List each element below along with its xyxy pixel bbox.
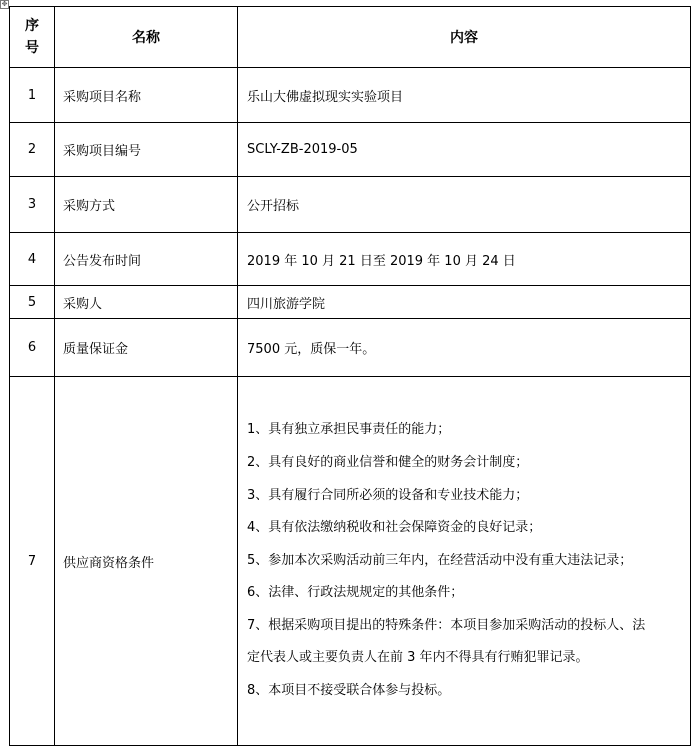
row-number: 1 (10, 68, 55, 123)
row-name: 采购项目编号 (55, 123, 238, 177)
row-name: 采购项目名称 (55, 68, 238, 123)
row-name: 公告发布时间 (55, 233, 238, 286)
procurement-info-table (9, 6, 691, 746)
requirements-cell (238, 377, 691, 746)
row-content: 四川旅游学院 (238, 286, 691, 319)
table-header-row (10, 7, 691, 68)
row-name: 采购方式 (55, 177, 238, 233)
row-number: 2 (10, 123, 55, 177)
table-row-requirements (10, 377, 691, 746)
requirement-item: 8、本项目不接受联合体参与投标。 (247, 683, 451, 699)
row-content: 公开招标 (238, 177, 691, 233)
table-row (10, 319, 691, 377)
row-number: 6 (10, 319, 55, 377)
table-move-handle-icon[interactable]: ✥ (1, 0, 8, 8)
row-content: SCLY-ZB-2019-05 (238, 123, 691, 177)
requirement-item: 6、法律、行政法规规定的其他条件； (247, 585, 464, 601)
requirement-item: 3、具有履行合同所必须的设备和专业技术能力； (247, 487, 529, 503)
header-serial-number: 序 号 (10, 7, 55, 68)
row-number: 3 (10, 177, 55, 233)
row-number: 5 (10, 286, 55, 319)
header-name: 名称 (55, 7, 238, 68)
table-row (10, 233, 691, 286)
row-name: 供应商资格条件 (55, 377, 238, 746)
table-row (10, 123, 691, 177)
requirement-item: 定代表人或主要负责人在前 3 年内不得具有行贿犯罪记录。 (247, 650, 589, 666)
row-content: 7500 元，质保一年。 (238, 319, 691, 377)
requirement-item: 4、具有依法缴纳税收和社会保障资金的良好记录； (247, 520, 542, 536)
row-content: 2019 年 10 月 21 日至 2019 年 10 月 24 日 (238, 233, 691, 286)
requirement-item: 7、根据采购项目提出的特殊条件：本项目参加采购活动的投标人、法 (247, 617, 646, 633)
row-name: 采购人 (55, 286, 238, 319)
header-content: 内容 (238, 7, 691, 68)
table-row (10, 177, 691, 233)
row-number: 4 (10, 233, 55, 286)
row-name: 质量保证金 (55, 319, 238, 377)
requirement-item: 5、参加本次采购活动前三年内，在经营活动中没有重大违法记录； (247, 552, 633, 568)
requirement-item: 1、具有独立承担民事责任的能力； (247, 422, 451, 438)
requirements-list (247, 414, 690, 707)
requirement-item: 2、具有良好的商业信誉和健全的财务会计制度； (247, 454, 529, 470)
table-row (10, 286, 691, 319)
table-row (10, 68, 691, 123)
row-content: 乐山大佛虚拟现实实验项目 (238, 68, 691, 123)
row-number: 7 (10, 377, 55, 746)
